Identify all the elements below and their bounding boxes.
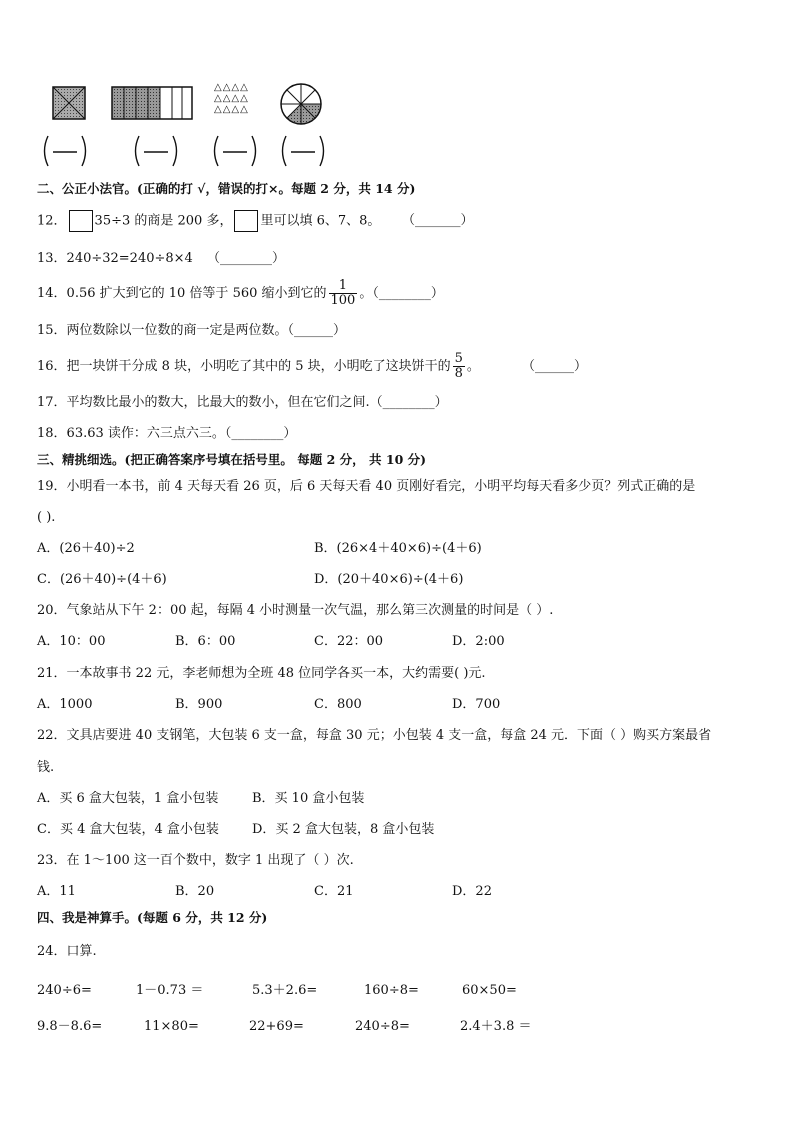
option-19-c: C．(26＋40)÷(4＋6) bbox=[37, 572, 167, 587]
question-19: 19．小明看一本书，前 4 天每天看 26 页，后 6 天每天看 40 页刚好看完，小明平均每天看多少页？列式正确的是 bbox=[37, 479, 696, 494]
option-21-a: A．1000 bbox=[37, 697, 93, 712]
shaded-strips-icon bbox=[111, 86, 193, 124]
option-20-c: C．22：00 bbox=[314, 634, 384, 649]
question-14: 14．0.56 扩大到它的 10 倍等于 560 缩小到它的 $\frac{1}{100}$ 。（________） bbox=[37, 278, 444, 308]
calc-8: 22+69= bbox=[249, 1019, 304, 1034]
question-18: 18．63.63 读作：六三点六三。（________） bbox=[37, 426, 297, 441]
calc-4: 160÷8= bbox=[364, 983, 419, 998]
question-13-answer: （________） bbox=[207, 251, 286, 266]
answer-bracket bbox=[278, 134, 328, 168]
option-19-b: B．(26×4＋40×6)÷(4＋6) bbox=[314, 541, 482, 556]
question-20: 20．气象站从下午 2：00 起，每隔 4 小时测量一次气温，那么第三次测量的时间是（ ）. bbox=[37, 603, 554, 618]
option-19-a: A．(26＋40)÷2 bbox=[37, 541, 135, 556]
calc-2: 1－0.73 ＝ bbox=[136, 983, 204, 998]
section-3-title: 三、精挑细选。(把正确答案序号填在括号里。 每题 2 分， 共 10 分) bbox=[37, 452, 427, 467]
question-17: 17．平均数比最小的数大，比最大的数小，但在它们之间.（________） bbox=[37, 395, 448, 410]
question-24: 24．口算. bbox=[37, 944, 97, 959]
calc-3: 5.3＋2.6= bbox=[252, 983, 318, 998]
calc-1: 240÷6= bbox=[37, 983, 92, 998]
shaded-circle-icon bbox=[279, 82, 323, 130]
option-23-b: B．20 bbox=[175, 884, 215, 899]
option-19-d: D．(20＋40×6)÷(4＋6) bbox=[314, 572, 464, 587]
question-22: 22．文具店要进 40 支钢笔，大包装 6 支一盒，每盒 30 元；小包装 4 支一盒，每盒 24 元．下面（ ）购买方案最省 bbox=[37, 728, 712, 743]
option-22-d: D．买 2 盒大包装，8 盒小包装 bbox=[252, 822, 435, 837]
question-12-answer: （_______） bbox=[402, 213, 474, 228]
calc-10: 2.4＋3.8 ＝ bbox=[460, 1019, 532, 1034]
shaded-square-icon bbox=[52, 86, 86, 124]
question-22-cont: 钱. bbox=[37, 760, 55, 775]
calc-5: 60×50= bbox=[462, 983, 517, 998]
question-15: 15．两位数除以一位数的商一定是两位数。（______） bbox=[37, 323, 347, 338]
blank-box bbox=[69, 210, 93, 232]
question-21: 21．一本故事书 22 元，李老师想为全班 48 位同学各买一本，大约需要( )元. bbox=[37, 666, 486, 681]
option-20-a: A．10：00 bbox=[37, 634, 106, 649]
calc-6: 9.8－8.6= bbox=[37, 1019, 103, 1034]
question-16: 16．把一块饼干分成 8 块，小明吃了其中的 5 块，小明吃了这块饼干的 $\frac{5}{8}$ 。 bbox=[37, 351, 480, 381]
option-23-c: C．21 bbox=[314, 884, 354, 899]
question-19-cont: ( ). bbox=[37, 510, 56, 525]
option-23-a: A．11 bbox=[37, 884, 76, 899]
option-22-b: B．买 10 盒小包装 bbox=[252, 791, 365, 806]
question-12: 12． 35÷3 的商是 200 多， 里可以填 6、7、8。 bbox=[37, 210, 380, 232]
answer-bracket bbox=[40, 134, 90, 168]
answer-bracket bbox=[210, 134, 260, 168]
fraction: $\frac{1}{100}$ bbox=[330, 278, 356, 308]
option-20-b: B．6：00 bbox=[175, 634, 236, 649]
section-2-title: 二、公正小法官。(正确的打 √，错误的打×。每题 2 分，共 14 分) bbox=[37, 181, 416, 196]
option-22-c: C．买 4 盒大包装，4 盒小包装 bbox=[37, 822, 219, 837]
question-23: 23．在 1～100 这一百个数中，数字 1 出现了（ ）次. bbox=[37, 853, 354, 868]
option-20-d: D．2:00 bbox=[452, 634, 505, 649]
blank-box bbox=[234, 210, 258, 232]
option-21-c: C．800 bbox=[314, 697, 362, 712]
option-21-d: D．700 bbox=[452, 697, 501, 712]
fraction: $\frac{5}{8}$ bbox=[454, 351, 463, 381]
triangle-grid-icon: △△△△ △△△△ △△△△ bbox=[214, 82, 249, 115]
section-4-title: 四、我是神算手。(每题 6 分，共 12 分) bbox=[37, 910, 268, 925]
calc-9: 240÷8= bbox=[355, 1019, 410, 1034]
option-22-a: A．买 6 盒大包装，1 盒小包装 bbox=[37, 791, 219, 806]
answer-bracket bbox=[131, 134, 181, 168]
calc-7: 11×80= bbox=[144, 1019, 199, 1034]
question-16-answer: （______） bbox=[522, 359, 588, 374]
option-23-d: D．22 bbox=[452, 884, 492, 899]
option-21-b: B．900 bbox=[175, 697, 223, 712]
question-13: 13．240÷32=240÷8×4 bbox=[37, 251, 193, 266]
